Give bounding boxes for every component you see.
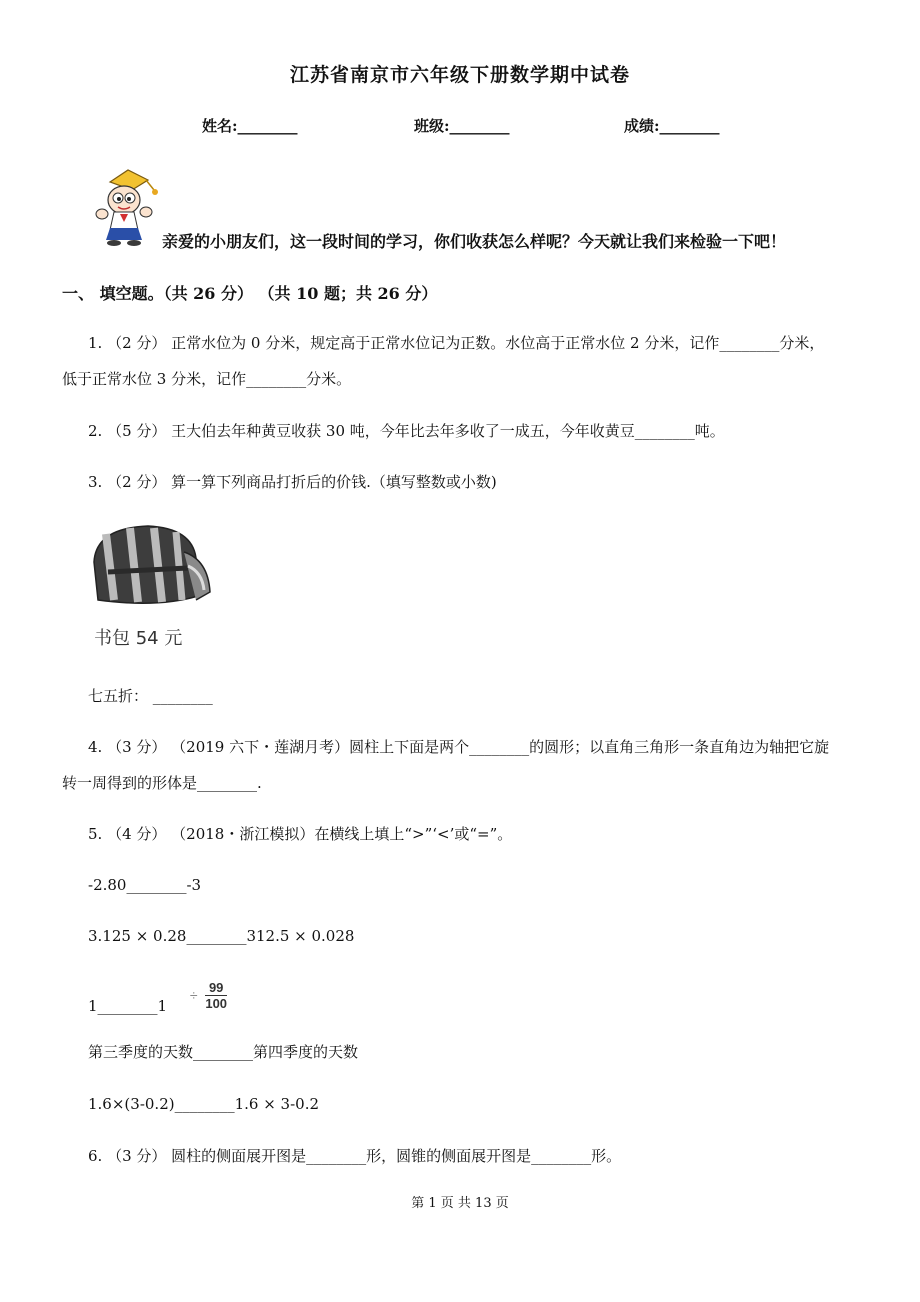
question-3: 3. （2 分） 算一算下列商品打折后的价钱.（填写整数或小数) [88,473,497,491]
fraction-denominator: 100 [205,995,228,1011]
student-name-field: 姓名:________ [202,117,298,135]
question-1-line-1: 1. （2 分） 正常水位为 0 分米，规定高于正常水位记为正数。水位高于正常水位 2 分米，记作________分米， [88,334,825,352]
page-title: 江苏省南京市六年级下册数学期中试卷 [289,64,630,86]
mascot-illustration [88,168,168,246]
question-1-line-2: 低于正常水位 3 分米，记作________分米。 [62,370,352,388]
question-5-item-e: 1.6×(3-0.2)________1.6 × 3-0.2 [88,1095,320,1113]
fraction-numerator: 99 [205,980,227,996]
question-5-item-d: 第三季度的天数________第四季度的天数 [88,1043,359,1061]
greeting-text: 亲爱的小朋友们，这一段时间的学习，你们收获怎么样呢？今天就让我们来检验一下吧！ [162,232,787,251]
question-5-item-b: 3.125 × 0.28________312.5 × 0.028 [88,927,355,945]
schoolbag-price-caption: 书包 54 元 [94,628,183,649]
question-6: 6. （3 分） 圆柱的侧面展开图是________形，圆锥的侧面展开图是________形。 [88,1147,622,1165]
question-5: 5. （4 分） （2018・浙江模拟）在横线上填上“>”‘<’或“=”。 [88,825,513,843]
question-4-line-2: 转一周得到的形体是________. [62,774,262,792]
fraction-99-over-100 [205,980,227,1011]
question-2: 2. （5 分） 王大伯去年种黄豆收获 30 吨，今年比去年多收了一成五，今年收黄豆________吨。 [88,422,725,440]
score-field: 成绩:________ [624,117,720,135]
divide-symbol: ÷ [189,987,198,1003]
question-5-item-a: -2.80________-3 [88,876,202,894]
question-5-item-c [88,974,227,1016]
schoolbag-image [88,522,216,608]
question-3-answer: 七五折： ________ [88,687,213,705]
question-4-line-1: 4. （3 分） （2019 六下・莲湖月考）圆柱上下面是两个________的圆形；以直角三角形一条直角边为轴把它旋 [88,738,830,756]
question-5-item-c-left: 1________1 [88,997,168,1015]
page-footer: 第 1 页 共 13 页 [411,1196,509,1211]
class-field: 班级:________ [414,117,510,135]
section-1-heading: 一、 填空题。（共 26 分） （共 10 题；共 26 分） [62,284,438,303]
